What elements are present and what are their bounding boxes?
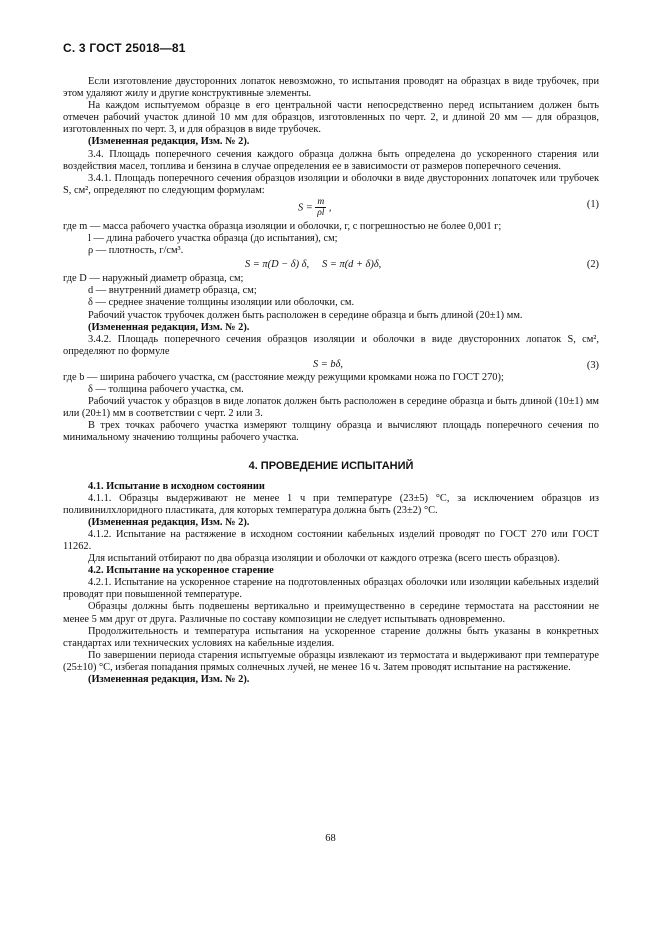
paragraph-4-1-2: 4.1.2. Испытание на растяжение в исходном состоянии кабельных изделий проводят по ГОСТ 270 или ГОСТ 11262.: [63, 528, 599, 552]
paragraph: Если изготовление двусторонних лопаток невозможно, то испытания проводят на образцах в виде трубочек, при этом удаляют жилу и другие конструктивные элементы.: [63, 76, 599, 100]
where-line: где D — наружный диаметр образца, см;: [63, 273, 244, 285]
paragraph: Продолжительность и температура испытания на ускоренное старение должны быть указаны в конкретных стандартах или технических условиях на кабельные изделия.: [63, 625, 599, 649]
paragraph-3-4-1: 3.4.1. Площадь поперечного сечения образцов изоляции и оболочки в виде двусторонних лопаточек или трубочек S, см², определяют по следующим формулам:: [63, 172, 599, 196]
formula-2: [63, 257, 599, 273]
paragraph: Для испытаний отбирают по два образца изоляции и оболочки от каждого отрезка (всего шесть образцов).: [88, 553, 560, 565]
paragraph: На каждом испытуемом образце в его центральной части непосредственно перед испытанием должен быть отмечен рабочий участок длиной 10 мм для образцов, изготовленных по черт. 2, и длиной 20 мм — для образцов, изготовленных по черт. 3, и для образцов в виде трубочек.: [63, 100, 599, 136]
where-line: ρ — плотность, г/см³.: [88, 245, 184, 257]
where-line: где m — масса рабочего участка образца изоляции и оболочки, г, с погрешностью не более 0,001 г;: [63, 220, 502, 232]
page-header: С. 3 ГОСТ 25018—81: [63, 41, 186, 55]
where-line: d — внутренний диаметр образца, см;: [88, 285, 257, 297]
paragraph: Образцы должны быть подвешены вертикально и преимущественно в середине термостата на расстоянии не менее 5 мм друг от друга. Различные по составу композиции не следует испытывать одновременно.: [63, 601, 599, 625]
paragraph-4-2-1: 4.2.1. Испытание на ускоренное старение на подготовленных образцах оболочки или изоляции кабельных изделий проводят при повышенной температуре.: [63, 577, 599, 601]
paragraph: В трех точках рабочего участка измеряют толщину образца и вычисляют площадь поперечного сечения по минимальному значению толщины рабочего участка.: [63, 420, 599, 444]
paragraph: Рабочий участок у образцов в виде лопаток должен быть расположен в середине образца и быть длиной (10±1) мм или (20±1) мм в соответствии с черт. 2 или 3.: [63, 396, 599, 420]
page-number: 68: [325, 833, 336, 844]
formula-2-number: (2): [586, 259, 599, 271]
where-line: δ — толщина рабочего участка, см.: [88, 383, 244, 395]
body-text: [63, 76, 599, 686]
formula-2-expression: S = π(D − δ) δ, S = π(d + δ)δ,: [245, 259, 382, 271]
where-line: где b — ширина рабочего участка, см (расстояние между режущими кромками ножа по ГОСТ 270);: [63, 371, 504, 383]
formula-3-expression: S = bδ,: [313, 358, 344, 370]
formula-1-numerator: m: [317, 196, 325, 207]
edition-note: (Измененная редакция, Изм. № 2).: [88, 136, 250, 148]
formula-1-lhs: S =: [298, 202, 313, 214]
paragraph-3-4-2: 3.4.2. Площадь поперечного сечения образцов изоляции и оболочки в виде двусторонних лопаток S, см², определяют по формуле: [63, 333, 599, 357]
formula-3-number: (3): [586, 359, 599, 371]
subsection-heading: 4.2. Испытание на ускоренное старение: [88, 565, 274, 577]
paragraph: По завершении периода старения испытуемые образцы извлекают из термостата и выдерживают при температуре (25±10) °С, избегая попадания прямых солнечных лучей, не менее 16 ч. Затем проводят испытание на растяжение.: [63, 649, 599, 673]
paragraph-3-4: 3.4. Площадь поперечного сечения каждого образца должна быть определена до ускоренного старения или воздействия масел, топлива и бензина в случае определения ее в зависимости от размеров поперечного сечения.: [63, 148, 599, 172]
formula-1-tail: ,: [328, 202, 332, 214]
section-heading: 4. ПРОВЕДЕНИЕ ИСПЫТАНИЙ: [248, 460, 414, 473]
formula-1-fraction: [315, 197, 326, 219]
edition-note: (Измененная редакция, Изм. № 2).: [88, 321, 250, 333]
formula-3: [63, 358, 599, 372]
where-line: δ — среднее значение толщины изоляции или оболочки, см.: [88, 297, 355, 309]
edition-note: (Измененная редакция, Изм. № 2).: [88, 674, 250, 686]
formula-1: [63, 197, 599, 221]
paragraph-4-1-1: 4.1.1. Образцы выдерживают не менее 1 ч при температуре (23±5) °С, за исключением образцов из поливинилхлоридного пластиката, для которых температура должна быть (23±2) °С.: [63, 492, 599, 516]
formula-1-number: (1): [586, 198, 599, 210]
edition-note: (Измененная редакция, Изм. № 2).: [88, 516, 250, 528]
where-line: l — длина рабочего участка образца (до испытания), см;: [88, 233, 338, 245]
formula-1-denominator: ρl: [317, 207, 325, 218]
subsection-heading: 4.1. Испытание в исходном состоянии: [88, 480, 265, 492]
paragraph: Рабочий участок трубочек должен быть расположен в середине образца и быть длиной (20±1) мм.: [88, 309, 523, 321]
